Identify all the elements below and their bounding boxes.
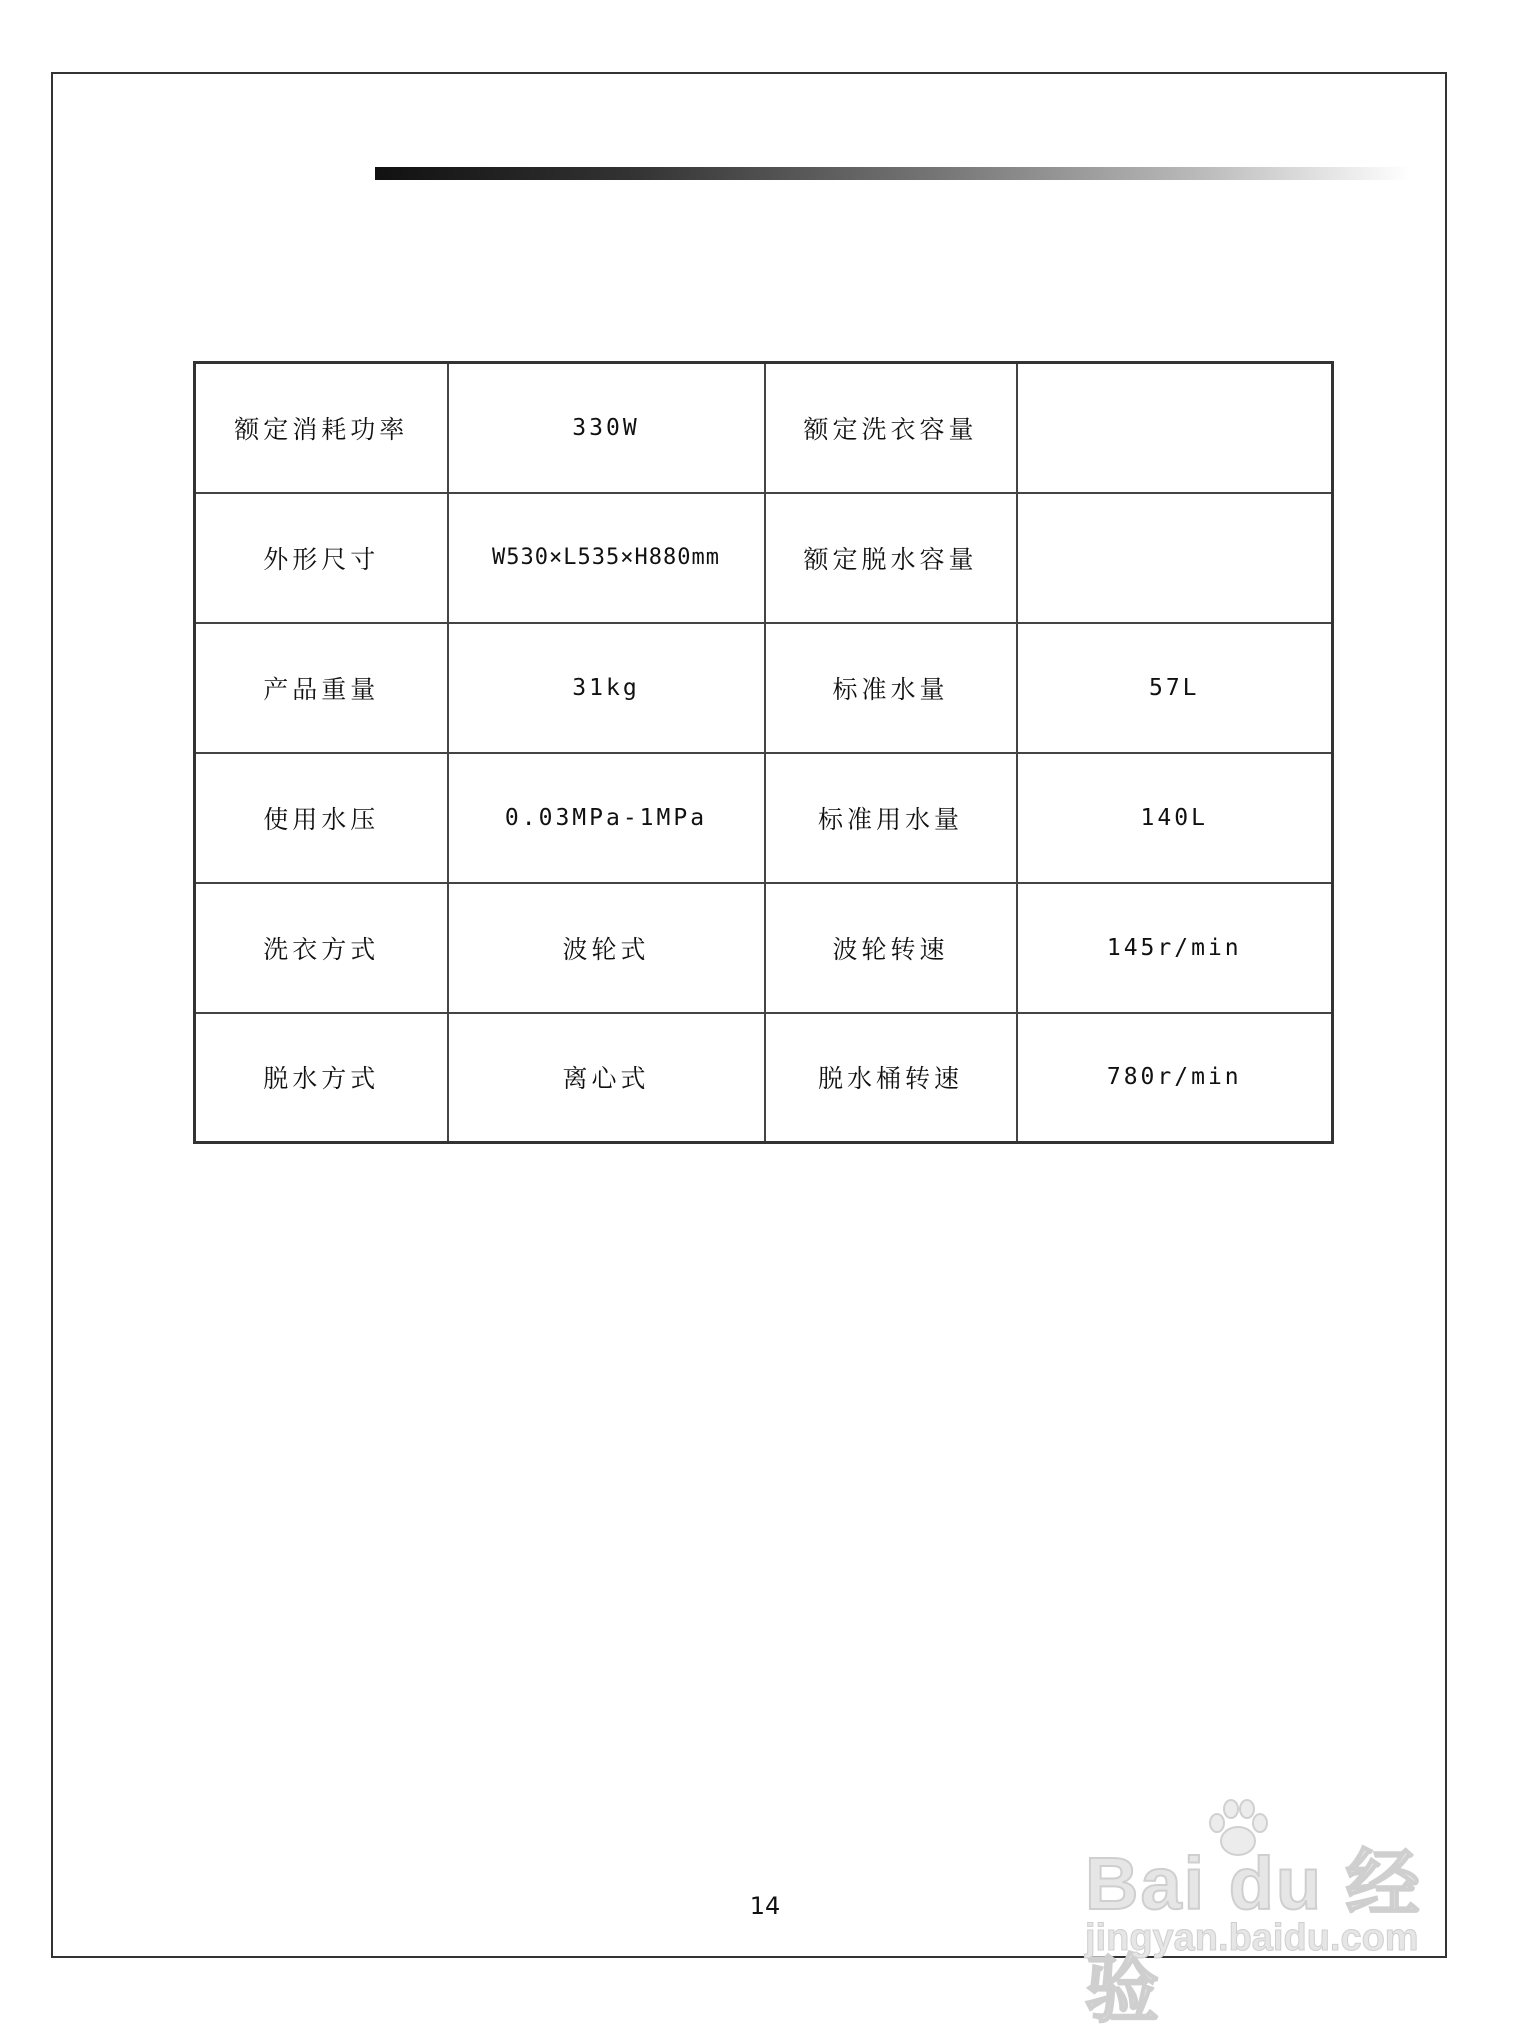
spec-label: 标准水量 (765, 623, 1017, 753)
spec-label: 额定消耗功率 (195, 363, 448, 493)
spec-value: 145r/min (1017, 883, 1333, 1013)
spec-label: 产品重量 (195, 623, 448, 753)
spec-label: 额定脱水容量 (765, 493, 1017, 623)
spec-label: 洗衣方式 (195, 883, 448, 1013)
spec-label: 额定洗衣容量 (765, 363, 1017, 493)
table-row (195, 493, 1333, 623)
table-row (195, 363, 1333, 493)
table-row (195, 1013, 1333, 1143)
spec-value (1017, 493, 1333, 623)
spec-label: 波轮转速 (765, 883, 1017, 1013)
spec-value: 31kg (448, 623, 765, 753)
spec-label: 标准用水量 (765, 753, 1017, 883)
table-row (195, 623, 1333, 753)
spec-label: 使用水压 (195, 753, 448, 883)
spec-value: W530×L535×H880mm (448, 493, 765, 623)
table-row (195, 883, 1333, 1013)
spec-value (1017, 363, 1333, 493)
specifications-table (193, 361, 1334, 1144)
baidu-watermark (1085, 1795, 1445, 2031)
table-row (195, 753, 1333, 883)
spec-value: 330W (448, 363, 765, 493)
spec-value: 波轮式 (448, 883, 765, 1013)
spec-label: 脱水方式 (195, 1013, 448, 1143)
spec-value: 离心式 (448, 1013, 765, 1143)
watermark-url: jingyan.baidu.com (1085, 1917, 1419, 1959)
spec-label: 脱水桶转速 (765, 1013, 1017, 1143)
spec-value: 780r/min (1017, 1013, 1333, 1143)
page-number: 14 (749, 1892, 781, 1920)
watermark-logo-text: Bai du 经验 (1085, 1842, 1422, 2031)
header-gradient-bar (375, 167, 1410, 180)
spec-value: 0.03MPa-1MPa (448, 753, 765, 883)
spec-label: 外形尺寸 (195, 493, 448, 623)
spec-value: 140L (1017, 753, 1333, 883)
spec-value: 57L (1017, 623, 1333, 753)
